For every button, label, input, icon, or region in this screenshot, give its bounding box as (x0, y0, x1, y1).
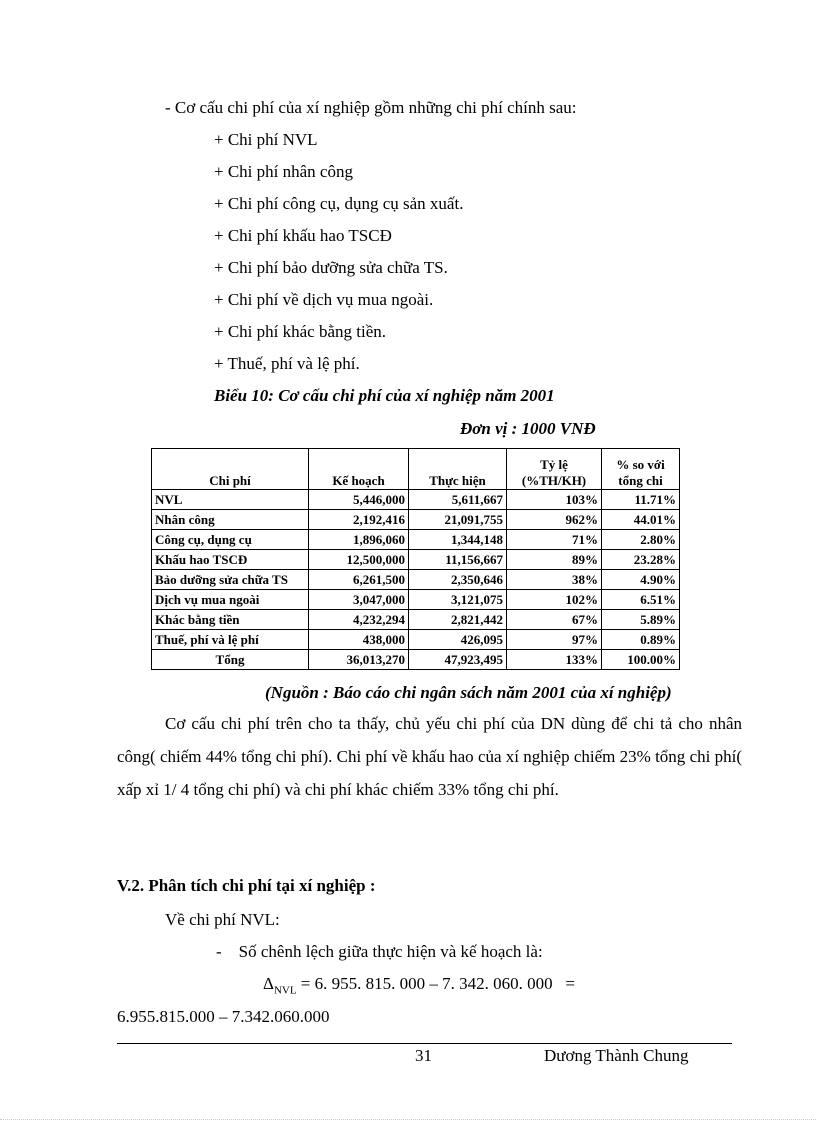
row-plan: 2,192,416 (309, 510, 409, 530)
row-label: NVL (152, 490, 309, 510)
footer-divider (117, 1043, 732, 1044)
header-actual: Thực hiện (409, 449, 507, 490)
cost-structure-table (151, 448, 680, 670)
row-ratio: 962% (507, 510, 602, 530)
formula-continuation: 6.955.815.000 – 7.342.060.000 (117, 1007, 330, 1026)
row-plan: 12,500,000 (309, 550, 409, 570)
formula-expression: = 6. 955. 815. 000 – 7. 342. 060. 000 = (296, 974, 575, 993)
section-title: V.2. Phân tích chi phí tại xí nghiệp : (117, 876, 376, 895)
row-label: Nhân công (152, 510, 309, 530)
row-ratio: 71% (507, 530, 602, 550)
row-label: Khác bằng tiền (152, 610, 309, 630)
row-plan: 438,000 (309, 630, 409, 650)
row-actual: 21,091,755 (409, 510, 507, 530)
row-ratio: 67% (507, 610, 602, 630)
row-label: Dịch vụ mua ngoài (152, 590, 309, 610)
header-plan: Kế hoạch (309, 449, 409, 490)
footer-author: Dương Thành Chung (544, 1046, 689, 1065)
table-row (152, 570, 680, 590)
row-actual: 2,821,442 (409, 610, 507, 630)
analysis-paragraph: Cơ cấu chi phí trên cho ta thấy, chủ yếu chi phí của DN dùng để chi tả cho nhân công( chiếm 44% tổng chi phí). Chi phí về khấu hao của xí nghiệp chiếm 23% tổng chi phí( xấp xỉ 1/ 4 tổng chi phí) và chi phí khác chiếm 33% tổng chi phí. (117, 714, 742, 799)
cost-item-nvl: + Chi phí NVL (214, 130, 318, 149)
sub-heading: Về chi phí NVL: (165, 910, 280, 929)
total-plan: 36,013,270 (309, 650, 409, 670)
row-ratio: 103% (507, 490, 602, 510)
table-row (152, 630, 680, 650)
row-share: 44.01% (602, 510, 680, 530)
table-total-row (152, 650, 680, 670)
total-ratio: 133% (507, 650, 602, 670)
row-ratio: 38% (507, 570, 602, 590)
total-share: 100.00% (602, 650, 680, 670)
page-edge-dots (0, 1119, 816, 1120)
row-actual: 11,156,667 (409, 550, 507, 570)
row-share: 11.71% (602, 490, 680, 510)
row-share: 6.51% (602, 590, 680, 610)
table-unit: Đơn vị : 1000 VNĐ (460, 419, 596, 438)
row-plan: 4,232,294 (309, 610, 409, 630)
row-actual: 426,095 (409, 630, 507, 650)
row-ratio: 97% (507, 630, 602, 650)
row-share: 23.28% (602, 550, 680, 570)
table-row (152, 610, 680, 630)
formula-line (263, 974, 575, 996)
row-actual: 1,344,148 (409, 530, 507, 550)
cost-item-outsourced: + Chi phí về dịch vụ mua ngoài. (214, 290, 434, 309)
row-share: 2.80% (602, 530, 680, 550)
total-label: Tổng (152, 650, 309, 670)
row-actual: 3,121,075 (409, 590, 507, 610)
header-cost: Chi phí (152, 449, 309, 490)
row-plan: 1,896,060 (309, 530, 409, 550)
cost-item-tools: + Chi phí công cụ, dụng cụ sản xuất. (214, 194, 464, 213)
delta-symbol: Δ (263, 974, 274, 993)
page-number: 31 (415, 1046, 432, 1065)
table-row (152, 490, 680, 510)
table-row (152, 510, 680, 530)
cost-item-other-cash: + Chi phí khác bằng tiền. (214, 322, 387, 341)
row-label: Bảo dưỡng sửa chữa TS (152, 570, 309, 590)
cost-item-labor: + Chi phí nhân công (214, 162, 353, 181)
cost-item-maintenance: + Chi phí bảo dưỡng sửa chữa TS. (214, 258, 448, 277)
row-plan: 5,446,000 (309, 490, 409, 510)
table-row (152, 530, 680, 550)
cost-item-depreciation: + Chi phí khấu hao TSCĐ (214, 226, 392, 245)
total-actual: 47,923,495 (409, 650, 507, 670)
row-plan: 3,047,000 (309, 590, 409, 610)
bullet-text: - Số chênh lệch giữa thực hiện và kế hoạch là: (216, 942, 543, 961)
delta-subscript: NVL (273, 984, 297, 997)
table-source: (Nguồn : Báo cáo chi ngân sách năm 2001 của xí nghiệp) (265, 683, 672, 702)
row-actual: 2,350,646 (409, 570, 507, 590)
table-header-row (152, 449, 680, 490)
header-ratio: Tỷ lệ (%TH/KH) (507, 449, 602, 490)
row-share: 5.89% (602, 610, 680, 630)
header-share: % so với tổng chi (602, 449, 680, 490)
row-ratio: 89% (507, 550, 602, 570)
row-share: 4.90% (602, 570, 680, 590)
row-label: Công cụ, dụng cụ (152, 530, 309, 550)
table-row (152, 590, 680, 610)
table-caption: Biểu 10: Cơ cấu chi phí của xí nghiệp năm 2001 (214, 386, 555, 405)
intro-text: - Cơ cấu chi phí của xí nghiệp gồm những chi phí chính sau: (165, 98, 577, 117)
row-actual: 5,611,667 (409, 490, 507, 510)
row-label: Thuế, phí và lệ phí (152, 630, 309, 650)
row-plan: 6,261,500 (309, 570, 409, 590)
row-share: 0.89% (602, 630, 680, 650)
row-label: Khấu hao TSCĐ (152, 550, 309, 570)
cost-item-taxes: + Thuế, phí và lệ phí. (214, 354, 360, 373)
table-row (152, 550, 680, 570)
row-ratio: 102% (507, 590, 602, 610)
